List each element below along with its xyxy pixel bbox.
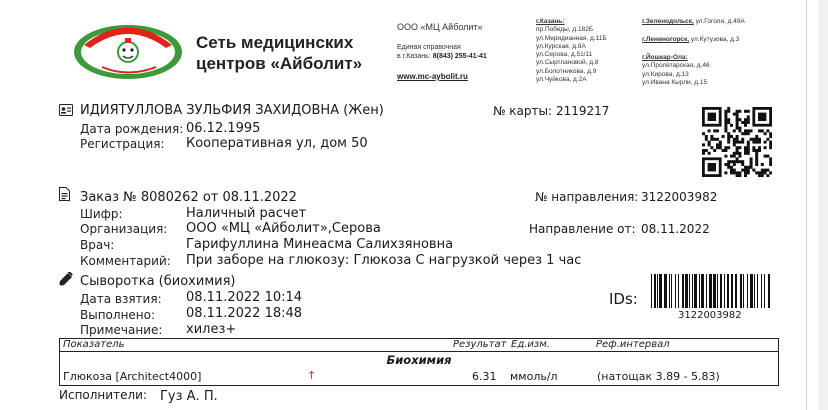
page-edge [818, 0, 828, 410]
barcode-bar [761, 274, 762, 308]
kazan-title: г.Казань: [536, 18, 565, 25]
leninogorsk-address [642, 36, 739, 44]
helpline-row [397, 52, 487, 61]
card-number: 2119217 [556, 104, 610, 118]
barcode-bar [717, 274, 718, 308]
row-unit: ммоль/л [510, 370, 558, 383]
direction-number-value: 3122003982 [641, 190, 718, 204]
barcode-bar [692, 274, 693, 308]
organization-value: ООО «МЦ «Айболит»,Серова [186, 221, 381, 236]
column-ref: Реф.интервал [596, 339, 670, 350]
barcode-bar [654, 274, 655, 308]
barcode-bar [657, 274, 658, 308]
comment-value: При заборе на глюкозу: Глюкоза С нагрузкой через 1 час [186, 253, 582, 268]
leninogorsk-title: г.Лениногорск, [642, 36, 690, 43]
yoshkar-ola-addresses [642, 54, 710, 87]
kazan-address: пр.Победы, д.182Б [536, 26, 594, 34]
company-name: ООО «МЦ Айболит» [397, 22, 483, 32]
direction-date-value: 08.11.2022 [641, 222, 710, 236]
column-indicator: Показатель [63, 339, 125, 350]
row-result: 6.31 [472, 370, 497, 383]
document-icon [59, 186, 70, 205]
barcode-bar [740, 274, 743, 308]
row-indicator-name: Глюкоза [Architect4000] [63, 370, 202, 383]
barcode-bar [685, 274, 688, 308]
header-divider [60, 351, 778, 352]
barcode-bar [724, 274, 725, 308]
birth-date-label: Дата рождения: [80, 122, 184, 136]
barcode-bar [689, 274, 690, 308]
barcode-bar [750, 274, 753, 308]
taken-date-value: 08.11.2022 10:14 [186, 290, 303, 305]
ids-label: IDs: [609, 290, 638, 308]
kazan-address: ул.Болотникова, д.9 [536, 67, 597, 75]
website-link[interactable]: www.mc-aybolit.ru [397, 72, 468, 81]
barcode-number: 3122003982 [678, 310, 742, 321]
kazan-address: ул.Серова, д.51/11 [536, 51, 593, 59]
helpline-phone: 8(843) 255-41-41 [432, 53, 487, 60]
test-tube-icon [59, 271, 73, 290]
kazan-addresses [536, 18, 607, 84]
id-card-icon [59, 101, 73, 120]
patient-name: ИДИЯТУЛЛОВА ЗУЛЬФИЯ ЗАХИДОВНА (Жен) [80, 103, 384, 118]
leninogorsk-street: ул.Кутузова, д.3 [690, 36, 740, 43]
registration-label: Регистрация: [80, 137, 165, 151]
barcode [651, 274, 773, 308]
cipher-value: Наличный расчет [186, 206, 307, 221]
page-border [806, 0, 807, 410]
barcode-bar [678, 274, 679, 308]
section-title: Биохимия [386, 353, 452, 367]
network-title-line1: Сеть медицинских [196, 33, 354, 52]
results-table [59, 338, 779, 386]
barcode-bar [747, 274, 748, 308]
yoshkar-ola-address: ул.Пролетарская, д.46 [642, 62, 710, 70]
kazan-address: ул.Меридианная, д.11Б [536, 34, 607, 42]
barcode-bar [731, 274, 732, 308]
yoshkar-ola-title: г.Йошкар-Ола: [642, 54, 688, 61]
card-label: № карты: [493, 104, 553, 118]
barcode-bar [706, 274, 707, 308]
kazan-address: ул.Курская, д.8А [536, 42, 586, 50]
barcode-bar [713, 274, 716, 308]
note-value: хилез+ [186, 322, 237, 337]
done-date-value: 08.11.2022 18:48 [186, 306, 303, 321]
barcode-bar [651, 274, 652, 308]
direction-number-label: № направления: [535, 190, 639, 204]
barcode-bar [764, 274, 765, 308]
registration-value: Кооперативная ул, дом 50 [186, 136, 368, 151]
barcode-bar [768, 274, 771, 308]
barcode-bar [757, 274, 758, 308]
doctor-value: Гарифуллина Минеасма Салихзяновна [186, 237, 454, 252]
kazan-address: ул.Чуйкова, д.2А [536, 76, 587, 84]
barcode-bar [735, 274, 738, 308]
flag-up-icon: ↑ [307, 369, 317, 382]
column-result: Результат [453, 339, 507, 350]
done-date-label: Выполнено: [80, 308, 156, 322]
helpline-city: в г.Казань: [397, 53, 431, 60]
executors-label: Исполнители: [59, 388, 147, 402]
barcode-bar [694, 274, 697, 308]
barcode-bar [709, 274, 712, 308]
yoshkar-ola-address: ул.Кирова, д.13 [642, 70, 689, 78]
direction-date-label: Направление от: [529, 222, 636, 236]
kazan-address: ул.Сыртлановой, д.8 [536, 59, 599, 67]
network-title-line2: центров «Айболит» [196, 54, 363, 73]
cipher-label: Шифр: [80, 207, 123, 221]
barcode-bar [701, 274, 704, 308]
clinic-logo [72, 12, 184, 82]
barcode-bar [671, 274, 672, 308]
zelenodolsk-address [642, 18, 745, 26]
zelenodolsk-title: г.Зеленодольск, [642, 18, 694, 25]
executor-name: Гуз А. П. [160, 389, 218, 404]
barcode-bar [699, 274, 700, 308]
barcode-bar [659, 274, 662, 308]
note-label: Примечание: [80, 323, 163, 337]
sample-title: Сыворотка (биохимия) [80, 274, 236, 289]
taken-date-label: Дата взятия: [80, 292, 162, 306]
row-ref-interval: (натощак 3.89 - 5.83) [597, 370, 720, 383]
barcode-bar [727, 274, 730, 308]
helpline-label: Единая справочная [397, 44, 461, 51]
barcode-bar [720, 274, 723, 308]
order-title: Заказ № 8080262 от 08.11.2022 [80, 190, 297, 205]
comment-label: Комментарий: [80, 254, 171, 268]
barcode-bar [743, 274, 744, 308]
barcode-bar [754, 274, 755, 308]
barcode-bar [675, 274, 676, 308]
barcode-bar [664, 274, 667, 308]
birth-date-value: 06.12.1995 [186, 121, 261, 136]
organization-label: Организация: [80, 222, 168, 236]
yoshkar-ola-address: ул.Ивана Кырли, д.15 [642, 78, 708, 86]
zelenodolsk-street: ул.Гоголя, д.49А [695, 18, 745, 25]
barcode-bar [682, 274, 685, 308]
column-unit: Ед.изм. [511, 339, 550, 350]
doctor-label: Врач: [80, 238, 115, 252]
barcode-bar [669, 274, 670, 308]
qr-code [702, 107, 772, 181]
